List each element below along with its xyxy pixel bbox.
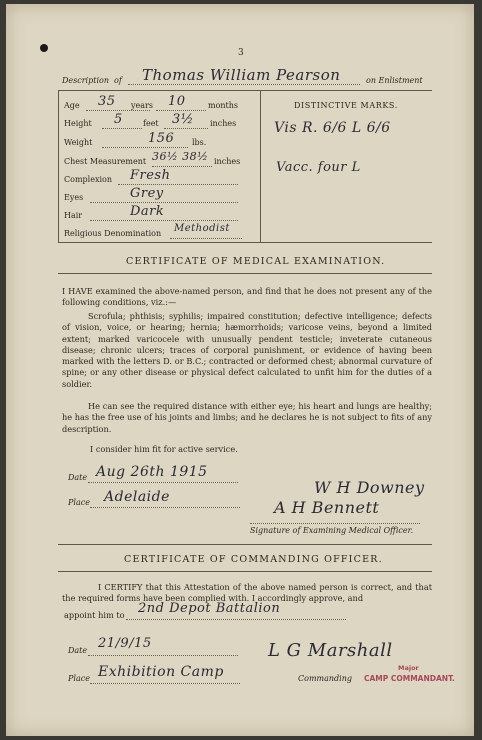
height-feet-value: 5 <box>114 112 123 127</box>
chest-unit: inches <box>214 157 241 166</box>
lbs-label: lbs. <box>192 138 207 147</box>
height-feet-rule <box>102 128 142 129</box>
medical-date-value: Aug 26th 1915 <box>96 464 208 480</box>
weight-value: 156 <box>148 131 175 146</box>
complexion-value: Fresh <box>130 168 171 183</box>
chest-rule <box>152 166 212 167</box>
distinctive-marks-line1: Vis R. 6/6 L 6/6 <box>274 120 391 136</box>
medical-fit-statement: I consider him fit for active service. <box>90 444 238 454</box>
hair-label: Hair <box>64 211 83 220</box>
height-label: Height <box>64 119 92 128</box>
page-number: 3 <box>238 48 244 58</box>
commanding-date-value: 21/9/15 <box>98 636 152 651</box>
medical-place-value: Adelaide <box>104 489 170 505</box>
description-of: of <box>114 76 122 85</box>
religion-value: Methodist <box>174 223 230 234</box>
commanding-place-rule <box>90 683 240 684</box>
medical-date-rule <box>88 482 238 483</box>
binding-hole <box>40 44 48 52</box>
medical-intro: I HAVE examined the above-named person, and find that he does not present any of the following conditions, viz.:— <box>62 286 432 308</box>
weight-rule <box>102 147 188 148</box>
medical-conditions: Scrofula; phthisis; syphilis; impaired constitution; defective intelligence; defects of vision, voice, or hearing; hernia; hæmorrhoids; varicose veins, beyond a limited extent; marked varicocele with unusually pendent testicle; inveterate cutaneous disease; chronic ulcers; traces of corporal punishment, or evidence of having been marked with the letters D. or B.C.; contracted or deformed chest; abnormal curvature of spine; or any other disease or physical defect calculated to unfit him for the duties of a soldier. <box>62 311 432 389</box>
medical-heading-rule <box>58 273 432 274</box>
medical-place-label: Place <box>68 498 90 507</box>
name-rule <box>128 84 360 85</box>
stamp-major: Major <box>398 664 419 672</box>
commanding-date-label: Date <box>68 646 88 655</box>
commanding-place-label: Place <box>68 674 90 683</box>
commanding-signature: L G Marshall <box>268 640 393 661</box>
chest-value: 36½ 38½ <box>152 150 209 163</box>
medical-signature-caption: Signature of Examining Medical Officer. <box>250 526 414 535</box>
box-top-border <box>58 90 432 91</box>
box-divider <box>260 90 261 242</box>
commanding-statement: I CERTIFY that this Attestation of the above named person is correct, and that the required forms have been complied with. I accordingly approve, and <box>62 582 432 604</box>
medical-heading: CERTIFICATE OF MEDICAL EXAMINATION. <box>126 256 386 267</box>
appoint-rule <box>126 619 346 620</box>
description-suffix: on Enlistment <box>366 76 423 85</box>
recruit-name: Thomas William Pearson <box>142 66 341 84</box>
age-years-value: 35 <box>98 94 116 109</box>
age-months-rule <box>156 110 206 111</box>
commanding-label: Commanding <box>298 674 352 683</box>
complexion-rule <box>118 184 238 185</box>
inches-label: inches <box>210 119 237 128</box>
medical-date-label: Date <box>68 473 88 482</box>
medical-signature-1: W H Downey <box>314 478 425 497</box>
eyes-label: Eyes <box>64 193 84 202</box>
stamp-camp-commandant: CAMP COMMANDANT. <box>364 674 455 683</box>
age-months-value: 10 <box>168 94 186 109</box>
complexion-label: Complexion <box>64 175 112 184</box>
medical-signature-rule <box>250 523 420 524</box>
years-label: years <box>131 101 153 110</box>
height-inches-value: 3½ <box>172 112 194 127</box>
commanding-place-value: Exhibition Camp <box>98 664 224 680</box>
box-bottom-border <box>58 242 432 243</box>
religion-rule <box>170 238 242 239</box>
eyes-rule <box>90 202 238 203</box>
commanding-heading: CERTIFICATE OF COMMANDING OFFICER. <box>124 554 383 565</box>
appoint-value: 2nd Depot Battalion <box>138 601 281 616</box>
medical-place-rule <box>90 507 240 508</box>
age-years-rule <box>86 110 150 111</box>
medical-signature-2: A H Bennett <box>274 498 380 517</box>
months-label: months <box>208 101 239 110</box>
distinctive-marks-line2: Vacc. four L <box>276 160 361 175</box>
religion-label: Religious Denomination <box>64 229 162 238</box>
hair-rule <box>90 220 238 221</box>
commanding-heading-rule <box>58 571 432 572</box>
height-inches-rule <box>164 128 208 129</box>
description-label: Description <box>62 76 109 85</box>
medical-vision-statement: He can see the required distance with either eye; his heart and lungs are healthy; he has the free use of his joints and limbs; and he declares he is not subject to fits of any description. <box>62 401 432 434</box>
chest-label: Chest Measurement <box>64 157 147 166</box>
commanding-top-rule <box>58 544 432 545</box>
box-left-border <box>58 90 59 242</box>
attestation-page <box>6 4 474 736</box>
feet-label: feet <box>143 119 159 128</box>
eyes-value: Grey <box>130 186 164 201</box>
commanding-date-rule <box>88 655 238 656</box>
age-label: Age <box>64 101 80 110</box>
hair-value: Dark <box>130 204 165 219</box>
weight-label: Weight <box>64 138 93 147</box>
appoint-label: appoint him to <box>64 610 125 620</box>
distinctive-marks-label: DISTINCTIVE MARKS. <box>294 101 398 110</box>
